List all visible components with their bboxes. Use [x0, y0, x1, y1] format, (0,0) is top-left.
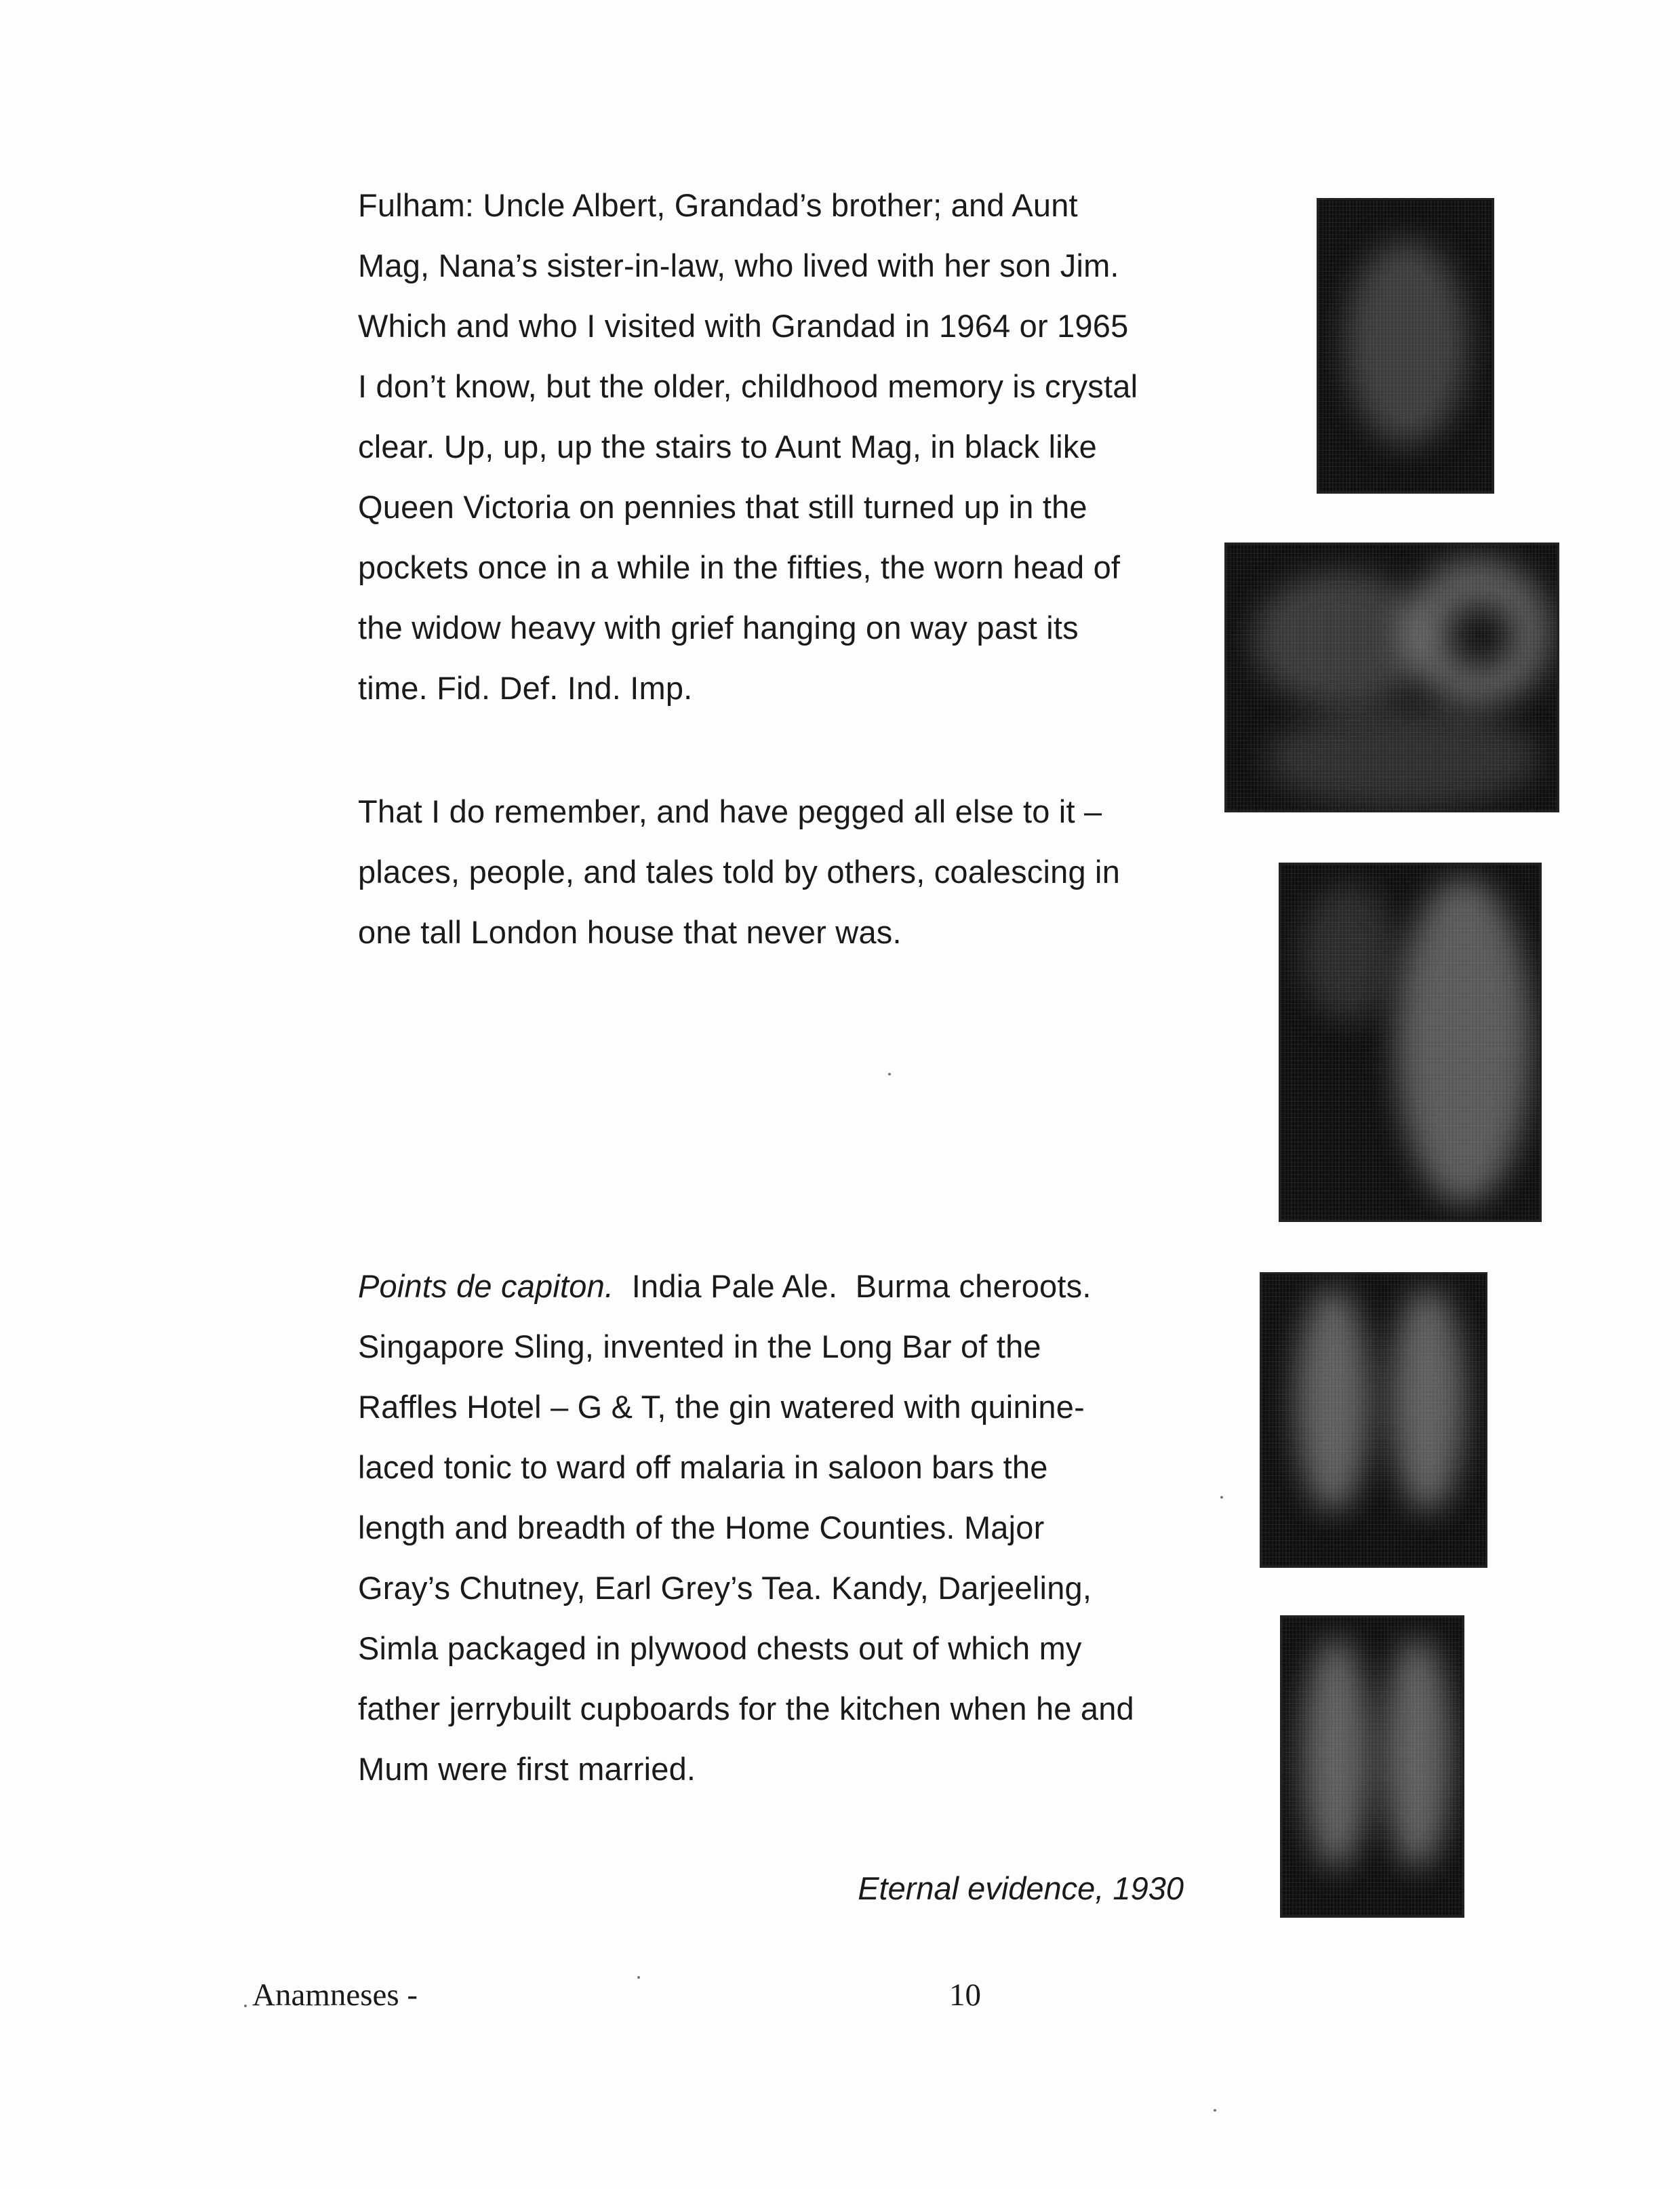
text-line: pockets once in a while in the fifties, the worn head of — [358, 549, 1121, 585]
text-line: one tall London house that never was. — [358, 914, 902, 950]
text-line: I don’t know, but the older, childhood memory is crystal — [358, 368, 1138, 404]
photo-grain — [1281, 865, 1540, 1220]
photo-grain — [1262, 1274, 1485, 1566]
photo-thumbnail-5 — [1280, 1615, 1464, 1918]
text-line: places, people, and tales told by others, coalescing in — [358, 854, 1121, 890]
photo-thumbnail-4 — [1260, 1272, 1487, 1568]
text-line: Queen Victoria on pennies that still turned up in the — [358, 489, 1087, 525]
text-line: time. Fid. Def. Ind. Imp. — [358, 670, 693, 706]
text-line: Singapore Sling, invented in the Long Bar of the — [358, 1328, 1041, 1364]
text-line: Mag, Nana’s sister-in-law, who lived with her son Jim. — [358, 248, 1119, 283]
photo-thumbnail-2 — [1224, 543, 1559, 812]
photo-grain — [1282, 1617, 1462, 1916]
text-line: clear. Up, up, up the stairs to Aunt Mag, in black like — [358, 429, 1097, 465]
scan-speck — [637, 1976, 640, 1979]
photo-thumbnail-1 — [1317, 198, 1494, 494]
text-line: Simla packaged in plywood chests out of which my — [358, 1630, 1082, 1666]
text-line: father jerrybuilt cupboards for the kitchen when he and — [358, 1691, 1134, 1727]
text-line: That I do remember, and have pegged all else to it – — [358, 793, 1102, 829]
scan-speck — [1220, 1496, 1223, 1499]
italic-phrase: Points de capiton. — [358, 1268, 614, 1304]
scan-speck — [244, 2005, 247, 2007]
text-run: India Pale Ale. Burma cheroots. — [614, 1268, 1092, 1304]
text-line — [358, 1256, 1212, 1316]
text-line: Which and who I visited with Grandad in 1964 or 1965 — [358, 308, 1129, 344]
scan-speck — [888, 1073, 891, 1076]
photo-grain — [1226, 545, 1557, 810]
text-line: Raffles Hotel – G & T, the gin watered with quinine- — [358, 1389, 1085, 1425]
paragraph-fulham — [358, 175, 1212, 718]
text-line: Mum were first married. — [358, 1751, 696, 1787]
scan-speck — [1214, 2109, 1216, 2112]
footer-title: Anamneses - — [252, 1977, 418, 2013]
photo-caption: Eternal evidence, 1930 — [858, 1870, 1184, 1906]
paragraph-points-de-capiton — [358, 1256, 1212, 1799]
text-line: length and breadth of the Home Counties. Major — [358, 1510, 1045, 1545]
photo-grain — [1319, 200, 1492, 492]
text-line: Fulham: Uncle Albert, Grandad’s brother; and Aunt — [358, 187, 1078, 223]
page-number: 10 — [949, 1977, 981, 2013]
photo-thumbnail-3 — [1279, 863, 1542, 1222]
text-line: laced tonic to ward off malaria in saloon bars the — [358, 1449, 1048, 1485]
text-line: Gray’s Chutney, Earl Grey’s Tea. Kandy, Darjeeling, — [358, 1570, 1092, 1606]
paragraph-remember — [358, 781, 1212, 962]
text-line: the widow heavy with grief hanging on way past its — [358, 610, 1079, 646]
